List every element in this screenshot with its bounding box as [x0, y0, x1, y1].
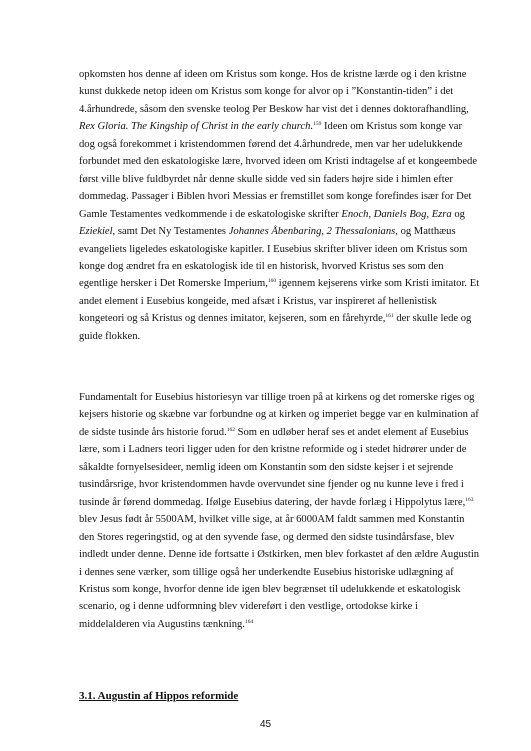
text-line: lære, som i Ladners teori ligger uden for den kristne reformide og i stedet hidrører under de	[79, 444, 467, 456]
footnote-ref: 163	[465, 496, 474, 503]
text-line: Gamle Testamentes vedkommende i de eskatologiske skrifter Enoch, Daniels Bog, Ezra og	[79, 208, 465, 220]
text-line: guide flokken.	[79, 330, 141, 342]
text-line: Eziekiel, samt Det Ny Testamentes Johannes Åbenbaring, 2 Thessalonians, og Matthæus	[79, 226, 456, 238]
body-paragraph-2	[79, 389, 480, 633]
text-line: indledt under denne. Denne ide fortsatte i Østkirken, men blev forkastet af den ældre Augustin	[79, 549, 480, 561]
footnote-ref: 160	[267, 278, 277, 285]
italic-title: Johannes Åbenbaring, 2 Thessalonians	[228, 226, 396, 238]
text-line: i dennes sene værker, som tillige også her underkendte Eusebius historiske udlægning af	[79, 566, 454, 578]
text-line: dog også forekommet i kristendommen førend det 4.århundrede, men var her udelukkende	[79, 138, 463, 150]
text-line: konge dog ændret fra en eskatologisk ide til en historisk, hvorved Kristus ses som den	[79, 260, 444, 272]
text-line: opkomsten hos denne af ideen om Kristus som konge. Hos de kristne lærde og i den kristne	[79, 69, 467, 80]
italic-title: Enoch, Daniels Bog, Ezra	[341, 208, 452, 220]
page-number: 45	[259, 719, 272, 730]
text-line: kunst dukkede netop ideen om Kristus som konge for alvor op i ”Konstantin-tiden” i det	[79, 86, 454, 98]
text-line: egentlige hersker i Det Romerske Imperium,$^{160}$ igennem kejserens virke som Kristi imitator. Et	[79, 278, 480, 290]
text-line: forbundet med den eskatologiske lære, hvorved ideen om Kristi indtagelse af et kongeembede	[79, 156, 478, 168]
text-line: først ville blive fuldbyrdet når denne skulle sidde ved sin faders højre side i himlen efter	[79, 173, 453, 185]
text-line: såkaldte fornyelsesideer, nemlig ideen om Konstantin som den sidste kejser i et sejrende	[79, 461, 454, 473]
text-line: middelalderen via Augustins tænkning.$^{164}$	[79, 618, 254, 630]
text-line: de sidste tusinde års historie forud.$^{162}$ Som en udløber heraf ses et andet element af Eusebius	[79, 426, 469, 438]
italic-title: Rex Gloria. The Kingship of Christ in the early church.	[79, 121, 314, 133]
footnote-ref: 161	[385, 313, 394, 320]
text-line: tusindårsrige, hvor kristendommen havde overvundet sine fjender og nu kunne leve i fred i	[79, 479, 464, 491]
footnote-ref: 164	[244, 618, 254, 625]
text-line: evangeliets ligeledes eskatologiske kapitler. I Eusebius skrifter bliver ideen om Kristus som	[79, 243, 468, 255]
section-heading: 3.1. Augustin af Hippos reformide	[79, 690, 239, 702]
text-line: Fundamentalt for Eusebius historiesyn var tillige troen på at kirkens og det romerske riges og	[79, 392, 475, 403]
text-line: blev Jesus født år 5500AM, hvilket ville sige, at år 6000AM faldt sammen med Konstantin	[79, 514, 465, 526]
text-line: dommedag. Passager i Biblen hvori Messias er fremstillet som konge forefindes især for Det	[79, 191, 472, 203]
footnote-ref: 162	[226, 426, 235, 433]
text-line: Kristus som konge, hvorfor denne ide igen blev begrænset til udelukkende et eskatologisk	[79, 583, 461, 595]
italic-title: Eziekiel	[79, 226, 113, 238]
text-line: den Stores regeringstid, og at den syvende fase, og dermed den sidste tusindårsfase, blev	[79, 531, 455, 543]
text-line: andet element i Eusebius kongeide, med afsæt i Kristus, var inspireret af hellenistisk	[79, 295, 437, 307]
text-line: Rex Gloria. The Kingship of Christ in the early church.$^{159}$ Ideen om Kristus som konge var	[79, 121, 463, 133]
body-paragraph-1	[79, 66, 480, 345]
text-line: kongeteori og så Kristus og dennes imitator, kejseren, som en fårehyrde,$^{161}$ der skulle lede og	[79, 313, 472, 325]
footnote-ref: 159	[313, 121, 322, 128]
text-line: tusinde år førend dommedag. Ifølge Eusebius datering, der havde forlæg i Hippolytus lære,$^{163}$	[79, 496, 474, 508]
text-line: scenario, og i denne udformning blev videreført i den vestlige, ortodokse kirke i	[79, 601, 418, 613]
text-line: kejsers historie og skæbne var forbundne og at kirken og imperiet begge var en kulmination af	[79, 409, 479, 421]
text-line: 4.århundrede, såsom den svenske teolog Per Beskow har vist det i dennes doktorafhandling,	[79, 103, 469, 115]
